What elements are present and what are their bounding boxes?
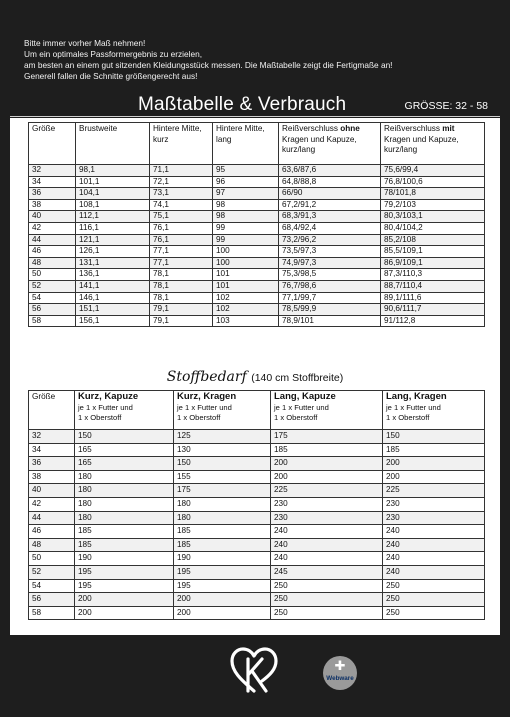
value-cell: 74,1 (150, 199, 213, 211)
value-cell: 185 (75, 525, 174, 539)
value-cell: 180 (75, 511, 174, 525)
value-cell: 121,1 (76, 234, 150, 246)
value-cell: 155 (174, 470, 271, 484)
value-cell: 74,9/97,3 (279, 257, 381, 269)
header-main: Lang, Kragen (386, 391, 447, 402)
header-zip-with-bold: mit (442, 124, 455, 133)
table-row (29, 606, 485, 620)
table-row (29, 292, 485, 304)
header-zip-without-bold: ohne (340, 124, 360, 133)
value-cell: 150 (75, 430, 174, 444)
value-cell: 200 (174, 606, 271, 620)
value-cell: 165 (75, 457, 174, 471)
value-cell: 85,5/109,1 (381, 246, 485, 258)
value-cell: 240 (271, 525, 383, 539)
value-cell: 150 (383, 430, 485, 444)
fabric-title: Stoffbedarf (166, 369, 247, 385)
value-cell: 240 (271, 538, 383, 552)
value-cell: 165 (75, 443, 174, 457)
title-divider (10, 116, 500, 117)
fabric-section-heading (10, 368, 500, 388)
value-cell: 185 (174, 538, 271, 552)
title-bar (0, 95, 510, 119)
size-cell: 48 (29, 538, 75, 552)
note-line: Um ein optimales Passformergebnis zu erzielen, (24, 49, 202, 59)
size-cell: 42 (29, 222, 76, 234)
value-cell: 85,2/108 (381, 234, 485, 246)
value-cell: 195 (75, 565, 174, 579)
value-cell: 130 (174, 443, 271, 457)
value-cell: 78,5/99,9 (279, 304, 381, 316)
value-cell: 97 (213, 188, 279, 200)
value-cell: 99 (213, 234, 279, 246)
header-sub: je 1 x Futter und (274, 402, 329, 412)
value-cell: 88,7/110,4 (381, 280, 485, 292)
header-sub: 1 x Oberstoff (78, 412, 122, 422)
value-cell: 90,6/111,7 (381, 304, 485, 316)
note-line: am besten an einem gut sitzenden Kleidungsstück messen. Die Maßtabelle zeigt die Fertigmaße an! (24, 60, 393, 70)
value-cell: 98 (213, 211, 279, 223)
value-cell: 200 (271, 457, 383, 471)
size-cell: 50 (29, 552, 75, 566)
header-size: Größe (29, 123, 76, 165)
header-main: Kurz, Kapuze (78, 391, 139, 402)
value-cell: 78,1 (150, 280, 213, 292)
table-row (29, 234, 485, 246)
table-row (29, 315, 485, 327)
value-cell: 96 (213, 176, 279, 188)
table-row (29, 470, 485, 484)
header-bust: Brustweite (76, 123, 150, 165)
size-cell: 36 (29, 188, 76, 200)
value-cell: 200 (383, 457, 485, 471)
header-zip-without-pre: Reißverschluss (282, 124, 341, 133)
table-row (29, 257, 485, 269)
value-cell: 80,4/104,2 (381, 222, 485, 234)
table-row (29, 443, 485, 457)
value-cell: 102 (213, 292, 279, 304)
table-row (29, 211, 485, 223)
value-cell: 185 (383, 443, 485, 457)
value-cell: 230 (383, 511, 485, 525)
value-cell: 250 (383, 579, 485, 593)
value-cell: 240 (383, 565, 485, 579)
size-cell: 44 (29, 234, 76, 246)
value-cell: 250 (383, 593, 485, 607)
value-cell: 245 (271, 565, 383, 579)
value-cell: 240 (383, 538, 485, 552)
size-cell: 52 (29, 280, 76, 292)
value-cell: 67,2/91,2 (279, 199, 381, 211)
header-main: Lang, Kapuze (274, 391, 336, 402)
value-cell: 230 (271, 511, 383, 525)
size-cell: 48 (29, 257, 76, 269)
value-cell: 72,1 (150, 176, 213, 188)
size-cell: 38 (29, 470, 75, 484)
table-row (29, 525, 485, 539)
size-cell: 58 (29, 606, 75, 620)
size-cell: 54 (29, 292, 76, 304)
header-sub: 1 x Oberstoff (274, 412, 318, 422)
size-cell: 46 (29, 525, 75, 539)
value-cell: 78,9/101 (279, 315, 381, 327)
value-cell: 185 (174, 525, 271, 539)
header-sub: je 1 x Futter und (386, 402, 441, 412)
value-cell: 250 (271, 593, 383, 607)
header-zip-without-post: Kragen und Kapuze, kurz/lang (282, 134, 357, 154)
value-cell: 79,1 (150, 315, 213, 327)
header-back-short: Hintere Mitte, kurz (150, 123, 213, 165)
value-cell: 100 (213, 246, 279, 258)
value-cell: 151,1 (76, 304, 150, 316)
table-row (29, 484, 485, 498)
value-cell: 195 (174, 565, 271, 579)
fabric-note: (140 cm Stoffbreite) (251, 372, 344, 384)
value-cell: 200 (383, 470, 485, 484)
value-cell: 240 (383, 525, 485, 539)
value-cell: 230 (383, 497, 485, 511)
value-cell: 250 (383, 606, 485, 620)
value-cell: 200 (174, 593, 271, 607)
table-row (29, 565, 485, 579)
value-cell: 77,1 (150, 257, 213, 269)
value-cell: 66/90 (279, 188, 381, 200)
value-cell: 250 (271, 606, 383, 620)
plus-icon: ✚ (334, 658, 346, 673)
value-cell: 68,4/92,4 (279, 222, 381, 234)
measurement-table (28, 122, 485, 327)
value-cell: 156,1 (76, 315, 150, 327)
size-cell: 42 (29, 497, 75, 511)
size-cell: 56 (29, 304, 76, 316)
value-cell: 76,1 (150, 234, 213, 246)
value-cell: 101 (213, 280, 279, 292)
header-sub: je 1 x Futter und (78, 402, 133, 412)
value-cell: 141,1 (76, 280, 150, 292)
value-cell: 79,2/103 (381, 199, 485, 211)
size-cell: 40 (29, 484, 75, 498)
value-cell: 91/112,8 (381, 315, 485, 327)
size-cell: 40 (29, 211, 76, 223)
webware-badge-icon (323, 656, 357, 690)
value-cell: 131,1 (76, 257, 150, 269)
value-cell: 98 (213, 199, 279, 211)
header-kurz-kapuze (75, 391, 174, 430)
header-back-long: Hintere Mitte, lang (213, 123, 279, 165)
value-cell: 73,1 (150, 188, 213, 200)
value-cell: 180 (75, 497, 174, 511)
header-main: Kurz, Kragen (177, 391, 237, 402)
table-row (29, 269, 485, 281)
value-cell: 195 (75, 579, 174, 593)
table-row (29, 579, 485, 593)
value-cell: 108,1 (76, 199, 150, 211)
header-zip-with (381, 123, 485, 165)
content-sheet (10, 118, 500, 635)
size-cell: 34 (29, 443, 75, 457)
value-cell: 146,1 (76, 292, 150, 304)
value-cell: 225 (383, 484, 485, 498)
value-cell: 78,1 (150, 292, 213, 304)
table-row (29, 246, 485, 258)
value-cell: 79,1 (150, 304, 213, 316)
header-lang-kapuze (271, 391, 383, 430)
size-cell: 46 (29, 246, 76, 258)
value-cell: 87,3/110,3 (381, 269, 485, 281)
note-line: Bitte immer vorher Maß nehmen! (24, 38, 146, 48)
value-cell: 78/101,8 (381, 188, 485, 200)
header-zip-with-pre: Reißverschluss (384, 124, 443, 133)
value-cell: 86,9/109,1 (381, 257, 485, 269)
size-cell: 54 (29, 579, 75, 593)
value-cell: 77,1 (150, 246, 213, 258)
value-cell: 175 (271, 430, 383, 444)
value-cell: 180 (174, 497, 271, 511)
value-cell: 200 (271, 470, 383, 484)
header-sub: je 1 x Futter und (177, 402, 232, 412)
value-cell: 136,1 (76, 269, 150, 281)
table-row (29, 593, 485, 607)
value-cell: 73,5/97,3 (279, 246, 381, 258)
size-cell: 50 (29, 269, 76, 281)
table-header-row (29, 391, 485, 430)
header-kurz-kragen (174, 391, 271, 430)
table-row (29, 538, 485, 552)
size-cell: 58 (29, 315, 76, 327)
value-cell: 126,1 (76, 246, 150, 258)
value-cell: 125 (174, 430, 271, 444)
page-title: Maßtabelle & Verbrauch (138, 94, 347, 115)
fabric-table (28, 390, 485, 620)
table-header-row (29, 123, 485, 165)
value-cell: 95 (213, 165, 279, 177)
value-cell: 101 (213, 269, 279, 281)
table-row (29, 176, 485, 188)
size-cell: 52 (29, 565, 75, 579)
value-cell: 103 (213, 315, 279, 327)
value-cell: 75,3/98,5 (279, 269, 381, 281)
table-row (29, 188, 485, 200)
header-zip-with-post: Kragen und Kapuze, kurz/lang (384, 134, 459, 154)
value-cell: 225 (271, 484, 383, 498)
value-cell: 175 (174, 484, 271, 498)
size-range: GRÖSSE: 32 - 58 (404, 100, 488, 112)
table-row (29, 457, 485, 471)
value-cell: 185 (75, 538, 174, 552)
value-cell: 99 (213, 222, 279, 234)
value-cell: 190 (75, 552, 174, 566)
value-cell: 104,1 (76, 188, 150, 200)
value-cell: 100 (213, 257, 279, 269)
note-line: Generell fallen die Schnitte größengerecht aus! (24, 71, 198, 81)
table-row (29, 280, 485, 292)
value-cell: 200 (75, 593, 174, 607)
table-row (29, 497, 485, 511)
size-cell: 32 (29, 430, 75, 444)
header-size: Größe (29, 391, 75, 430)
size-cell: 56 (29, 593, 75, 607)
value-cell: 150 (174, 457, 271, 471)
value-cell: 80,3/103,1 (381, 211, 485, 223)
value-cell: 180 (75, 470, 174, 484)
value-cell: 75,6/99,4 (381, 165, 485, 177)
value-cell: 230 (271, 497, 383, 511)
size-cell: 34 (29, 176, 76, 188)
value-cell: 76,8/100,6 (381, 176, 485, 188)
value-cell: 101,1 (76, 176, 150, 188)
header-sub: 1 x Oberstoff (177, 412, 221, 422)
table-row (29, 430, 485, 444)
value-cell: 63,6/87,6 (279, 165, 381, 177)
table-row (29, 552, 485, 566)
intro-notes (24, 38, 494, 82)
value-cell: 200 (75, 606, 174, 620)
heart-k-logo-icon (228, 645, 280, 702)
header-zip-without (279, 123, 381, 165)
value-cell: 77,1/99,7 (279, 292, 381, 304)
value-cell: 71,1 (150, 165, 213, 177)
badge-label: Webware (326, 675, 354, 682)
value-cell: 116,1 (76, 222, 150, 234)
value-cell: 73,2/96,2 (279, 234, 381, 246)
value-cell: 240 (271, 552, 383, 566)
size-cell: 38 (29, 199, 76, 211)
value-cell: 68,3/91,3 (279, 211, 381, 223)
value-cell: 250 (271, 579, 383, 593)
value-cell: 75,1 (150, 211, 213, 223)
value-cell: 180 (75, 484, 174, 498)
value-cell: 89,1/111,6 (381, 292, 485, 304)
value-cell: 190 (174, 552, 271, 566)
table-row (29, 511, 485, 525)
value-cell: 240 (383, 552, 485, 566)
value-cell: 64,8/88,8 (279, 176, 381, 188)
value-cell: 195 (174, 579, 271, 593)
header-lang-kragen (383, 391, 485, 430)
value-cell: 76,1 (150, 222, 213, 234)
value-cell: 180 (174, 511, 271, 525)
value-cell: 98,1 (76, 165, 150, 177)
value-cell: 102 (213, 304, 279, 316)
value-cell: 185 (271, 443, 383, 457)
value-cell: 76,7/98,6 (279, 280, 381, 292)
value-cell: 112,1 (76, 211, 150, 223)
table-row (29, 304, 485, 316)
table-row (29, 165, 485, 177)
value-cell: 78,1 (150, 269, 213, 281)
size-cell: 36 (29, 457, 75, 471)
size-cell: 44 (29, 511, 75, 525)
header-sub: 1 x Oberstoff (386, 412, 430, 422)
size-cell: 32 (29, 165, 76, 177)
table-row (29, 199, 485, 211)
table-row (29, 222, 485, 234)
